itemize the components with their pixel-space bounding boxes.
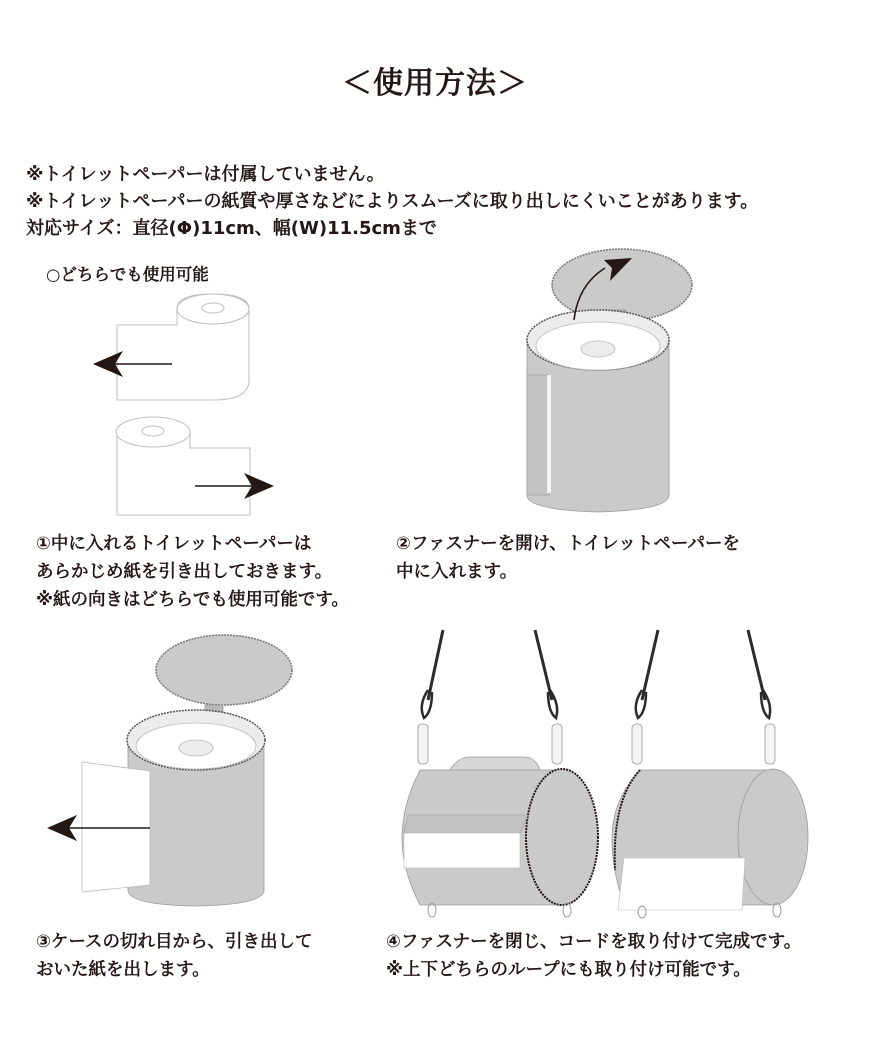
- step-3-line-1: ③ケースの切れ目から、引き出して: [36, 932, 313, 952]
- either-direction-label: ○どちらでも使用可能: [46, 265, 209, 284]
- step-4-line-1: ④ファスナーを閉じ、コードを取り付けて完成です。: [386, 932, 802, 952]
- step-3-caption: [36, 928, 312, 984]
- step-3-line-2: おいた紙を出します。: [36, 960, 210, 980]
- step-4-line-2: ※上下どちらのループにも取り付け可能です。: [386, 960, 751, 980]
- step-2-line-2: 中に入れます。: [396, 562, 518, 582]
- step-2-line-1: ②ファスナーを開け、トイレットペーパーを: [396, 534, 740, 554]
- case-closed-right: [612, 630, 808, 918]
- step-4-caption: [386, 928, 801, 984]
- step-1-line-1: ①中に入れるトイレットペーパーは: [36, 534, 312, 554]
- note-not-included: ※トイレットペーパーは付属していません。: [26, 164, 385, 185]
- step-1-line-3: ※紙の向きはどちらでも使用可能です。: [36, 590, 349, 610]
- page-title: ＜使用方法＞: [342, 66, 528, 101]
- case-closed-left: [402, 630, 598, 917]
- step-1-line-2: あらかじめ紙を引き出しておきます。: [36, 562, 333, 582]
- note-paper-quality: ※トイレットペーパーの紙質や厚さなどによりスムーズに取り出しにくいことがあります。: [26, 191, 759, 212]
- note-compatible-size: 対応サイズ：直径(Φ)11cm、幅(W)11.5cmまで: [26, 218, 437, 239]
